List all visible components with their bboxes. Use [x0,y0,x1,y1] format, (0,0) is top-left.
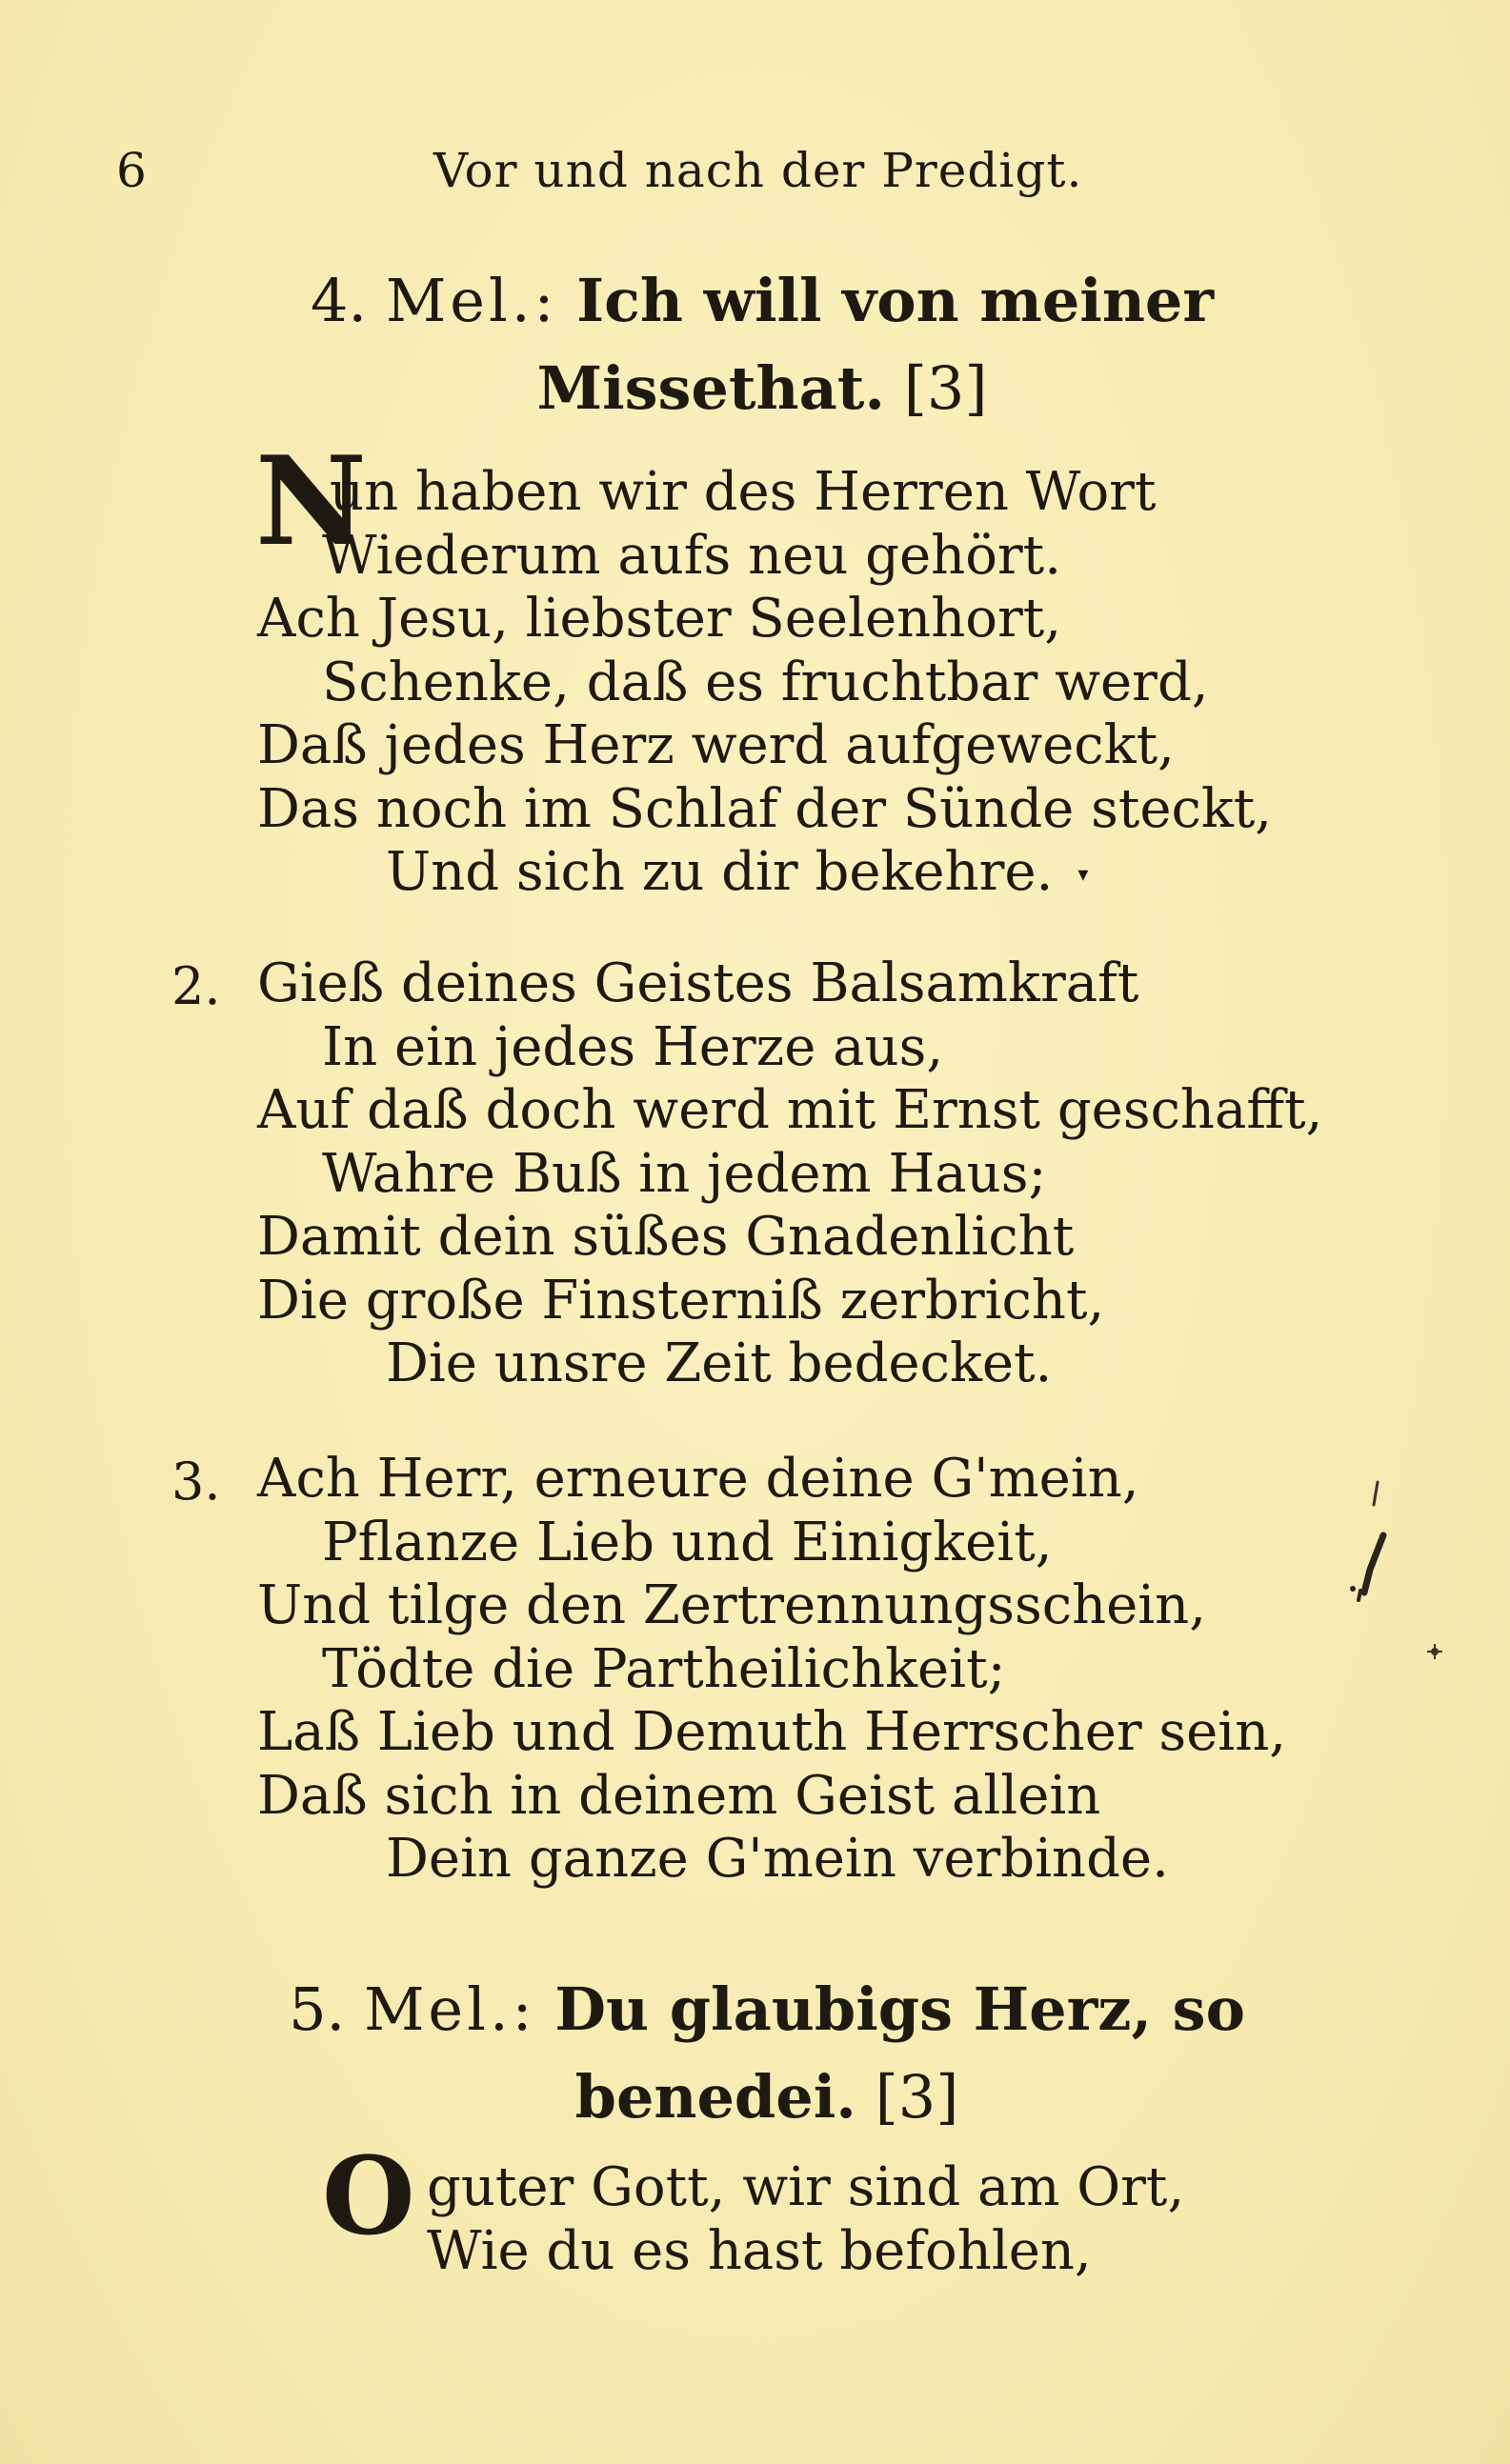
verse-line: Pflanze Lieb und Einigkeit, [322,1511,1053,1573]
verse-number: 3. [171,1452,221,1512]
verse-line: Damit dein süßes Gnadenlicht [257,1206,1075,1268]
hymn-4-verse-1 [257,461,1272,905]
verse-line-last [257,841,1272,905]
verse-line [257,461,1272,525]
running-head: Vor und nach der Predigt. [433,143,1083,198]
hymn-reference: [3] [903,353,988,423]
verse-line: Tödte die Partheilichkeit; [322,1637,1006,1700]
page-header [0,143,1510,210]
verse-line: Die unsre Zeit bedecket. [386,1332,1053,1394]
hymn-4-heading [286,257,1238,432]
verse-line-text: un haben wir des Herren Wort [330,461,1157,523]
verse-line: Gieß deines Geistes Balsamkraft [257,952,1139,1014]
pencil-mark-icon [1345,1467,1402,1657]
verse-line: Laß Lieb und Demuth Herrscher sein, [257,1701,1287,1763]
verse-line: Das noch im Schlaf der Sünde steckt, [257,777,1273,840]
verse-line: Dein ganze G'mein verbinde. [386,1828,1169,1890]
hymn-5-heading [248,1966,1286,2141]
verse-line: Daß jedes Herz werd aufgeweckt, [257,714,1175,776]
verse-line: Daß sich in deinem Geist allein [257,1764,1101,1827]
dropcap-letter: N [255,431,367,573]
verse-line: guter Gott, wir sind am Ort, [427,2156,1185,2218]
ink-speck-icon [1421,1638,1450,1667]
melody-label: Mel.: [363,1974,536,2044]
verse-line: Wiederum aufs neu gehört. [322,524,1061,587]
verse-line: Ach Herr, erneure deine G'mein, [257,1448,1139,1510]
hymn-4-heading-line2 [286,345,1238,432]
hymn-5-heading-line1 [248,1966,1286,2053]
verse-line: Wahre Buß in jedem Haus; [322,1142,1047,1205]
hymn-reference: [3] [875,2062,959,2132]
hymn-5-heading-line2 [248,2053,1286,2141]
hymn-4-verse-3 [257,1448,1286,1892]
hymn-number: 5. [289,1974,346,2044]
tune-name-continued: benedei. [574,2062,856,2132]
verse-number: 2. [171,956,221,1016]
verse-line-text: Und sich zu dir bekehre. [386,841,1054,903]
hymn-4-heading-line1 [286,257,1238,345]
hymn-number: 4. [310,266,368,335]
hymn-5-verse-1 [427,2156,1184,2283]
verse-line: Die große Finsterniß zerbricht, [257,1269,1105,1332]
tune-name: Du glaubigs Herz, so [554,1974,1245,2044]
page-number: 6 [116,143,147,198]
verse-line: Und tilge den Zertrennungsschein, [257,1574,1207,1636]
verse-line: Ach Jesu, liebster Seelenhort, [257,588,1062,650]
melody-label: Mel.: [385,266,558,335]
dropcap-letter: O [322,2134,415,2259]
verse-line: Wie du es hast befohlen, [427,2219,1092,2282]
verse-line: In ein jedes Herze aus, [322,1015,944,1078]
verse-line: Auf daß doch werd mit Ernst geschafft, [257,1079,1323,1141]
hymn-4-verse-2 [257,952,1322,1396]
verse-line: Schenke, daß es fruchtbar werd, [322,651,1209,713]
bullet-mark: ▾ [1077,863,1089,888]
tune-name: Ich will von meiner [576,266,1215,335]
tune-name-continued: Missethat. [536,353,885,423]
